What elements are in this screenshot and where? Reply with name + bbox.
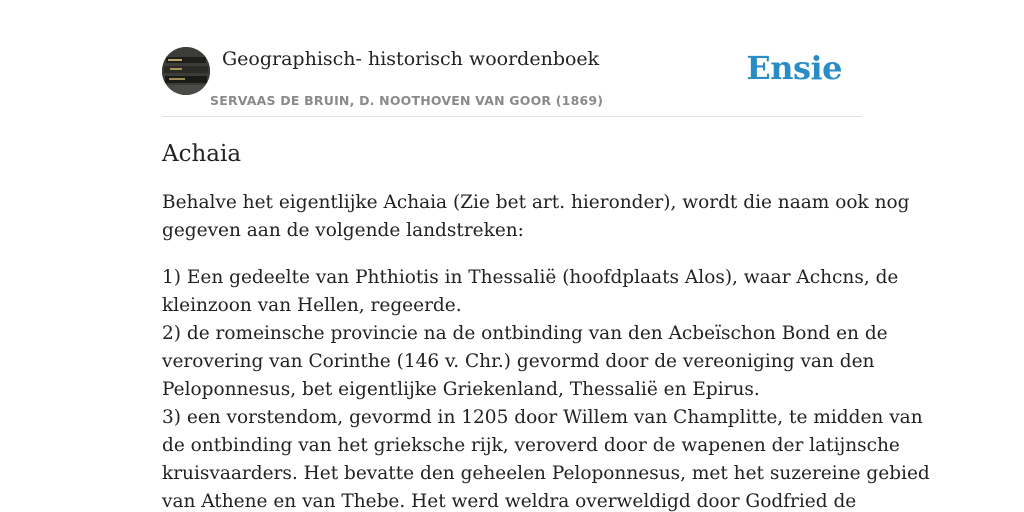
list-line: de ontbinding van het grieksche rijk, veroverd door de wapenen der latijnsche	[162, 435, 900, 456]
book-cover-avatar[interactable]	[162, 47, 210, 95]
list-line: 3) een vorstendom, gevormd in 1205 door Willem van Champlitte, te midden van	[162, 407, 923, 428]
list-line: 1) Een gedeelte van Phthiotis in Thessalië (hoofdplaats Alos), waar Achcns, de	[162, 267, 899, 288]
list-line: kruisvaarders. Het bevatte den geheelen Peloponnesus, met het suzereine gebied	[162, 463, 930, 484]
list-line: Peloponnesus, bet eigentlijke Griekenland, Thessalië en Epirus.	[162, 379, 760, 400]
ensie-logo[interactable]: Ensie	[746, 49, 842, 87]
list-line: 2) de romeinsche provincie na de ontbinding van den Acbeïschon Bond en de	[162, 323, 888, 344]
article-intro	[162, 189, 910, 245]
list-line: van Athene en van Thebe. Het werd weldra overweldigd door Godfried de	[162, 491, 857, 512]
article-list	[162, 264, 930, 512]
list-line: verovering van Corinthe (146 v. Chr.) gevormd door de vereoniging van den	[162, 351, 875, 372]
article-headword: Achaia	[162, 141, 242, 167]
book-cover-image	[162, 47, 210, 95]
book-title[interactable]: Geographisch- historisch woordenboek	[222, 48, 600, 70]
book-author-year: SERVAAS DE BRUIN, D. NOOTHOVEN VAN GOOR (1869)	[210, 93, 604, 108]
book-header	[162, 46, 862, 117]
list-line: kleinzoon van Hellen, regeerde.	[162, 295, 462, 316]
article-content	[162, 138, 930, 512]
intro-line: gegeven aan de volgende landstreken:	[162, 220, 524, 241]
intro-line: Behalve het eigentlijke Achaia (Zie bet art. hieronder), wordt die naam ook nog	[162, 192, 910, 213]
